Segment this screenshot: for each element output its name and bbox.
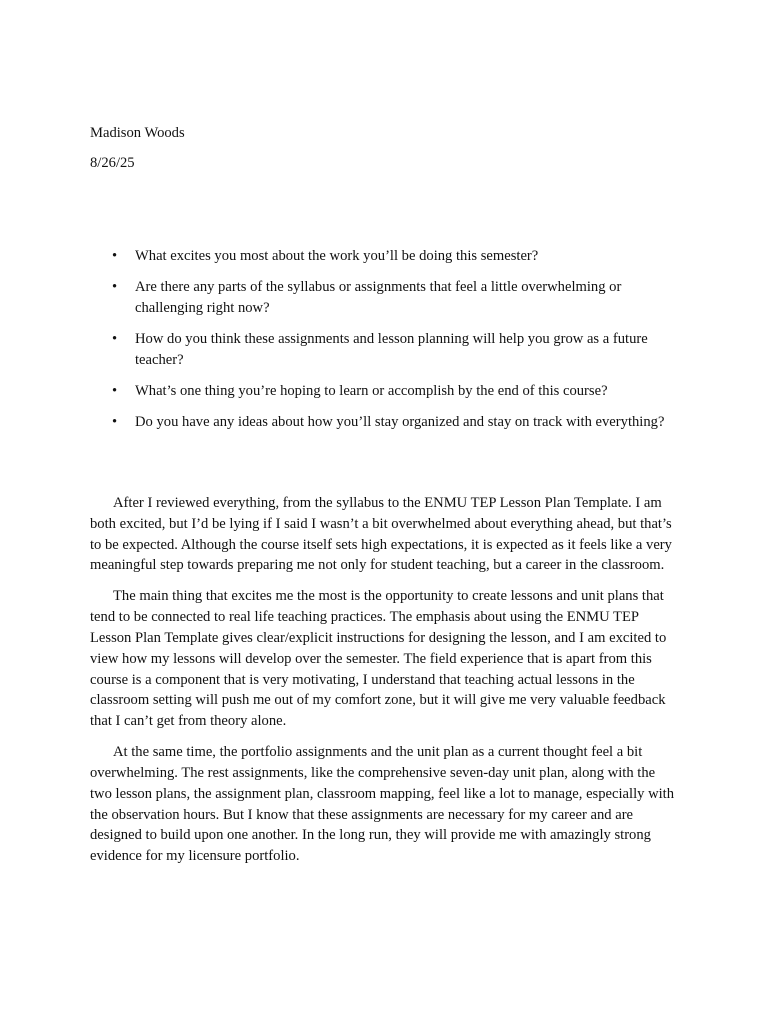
list-item bbox=[90, 381, 680, 402]
list-item bbox=[90, 412, 680, 433]
question-text: What excites you most about the work you’ll be doing this semester? bbox=[135, 248, 539, 264]
question-text: What’s one thing you’re hoping to learn or accomplish by the end of this course? bbox=[135, 383, 608, 400]
bullet-icon: • bbox=[112, 279, 118, 296]
author-name: Madison Woods bbox=[90, 125, 185, 141]
list-item bbox=[90, 277, 680, 319]
body-paragraph: After I reviewed everything, from the syllabus to the ENMU TEP Lesson Plan Template. I am both excited, but I’d be lying if I said I wasn’t a bit overwhelmed about everything ahead, but that’s to be expected. Although the course itself sets high expectations, it is expected as it feels like a very meaningful step towards preparing me not only for student teaching, but a career in the classroom. bbox=[90, 495, 672, 574]
list-item bbox=[90, 329, 680, 371]
document-date: 8/26/25 bbox=[90, 155, 135, 171]
list-item bbox=[90, 246, 680, 267]
essay-body bbox=[90, 493, 680, 877]
bullet-icon: • bbox=[112, 331, 118, 348]
bullet-icon: • bbox=[112, 414, 118, 431]
reflection-questions-list bbox=[90, 246, 680, 444]
question-text: How do you think these assignments and lesson planning will help you grow as a future teacher? bbox=[135, 331, 648, 368]
question-text: Do you have any ideas about how you’ll stay organized and stay on track with everything? bbox=[135, 414, 665, 431]
bullet-icon: • bbox=[112, 383, 118, 400]
body-paragraph: At the same time, the portfolio assignments and the unit plan as a current thought feel a bit overwhelming. The rest assignments, like the comprehensive seven-day unit plan, along with the two lesson plans, the assignment plan, classroom mapping, feel like a lot to manage, especially with the observation hours. But I know that these assignments are necessary for my career and are designed to build upon one another. In the long run, they will provide me with amazingly strong evidence for my licensure portfolio. bbox=[90, 744, 675, 865]
body-paragraph: The main thing that excites me the most is the opportunity to create lessons and unit plans that tend to be connected to real life teaching practices. The emphasis about using the ENMU TEP Lesson Plan Template gives clear/explicit instructions for designing the lesson, and I am excited to view how my lessons will develop over the semester. The field experience that is apart from this course is a component that is very motivating, I understand that teaching actual lessons in the classroom setting will push me out of my comfort zone, but it will give me very valuable feedback that I can’t get from theory alone. bbox=[90, 588, 667, 730]
bullet-icon: • bbox=[112, 248, 118, 264]
question-text: Are there any parts of the syllabus or assignments that feel a little overwhelming or challenging right now? bbox=[135, 279, 622, 316]
